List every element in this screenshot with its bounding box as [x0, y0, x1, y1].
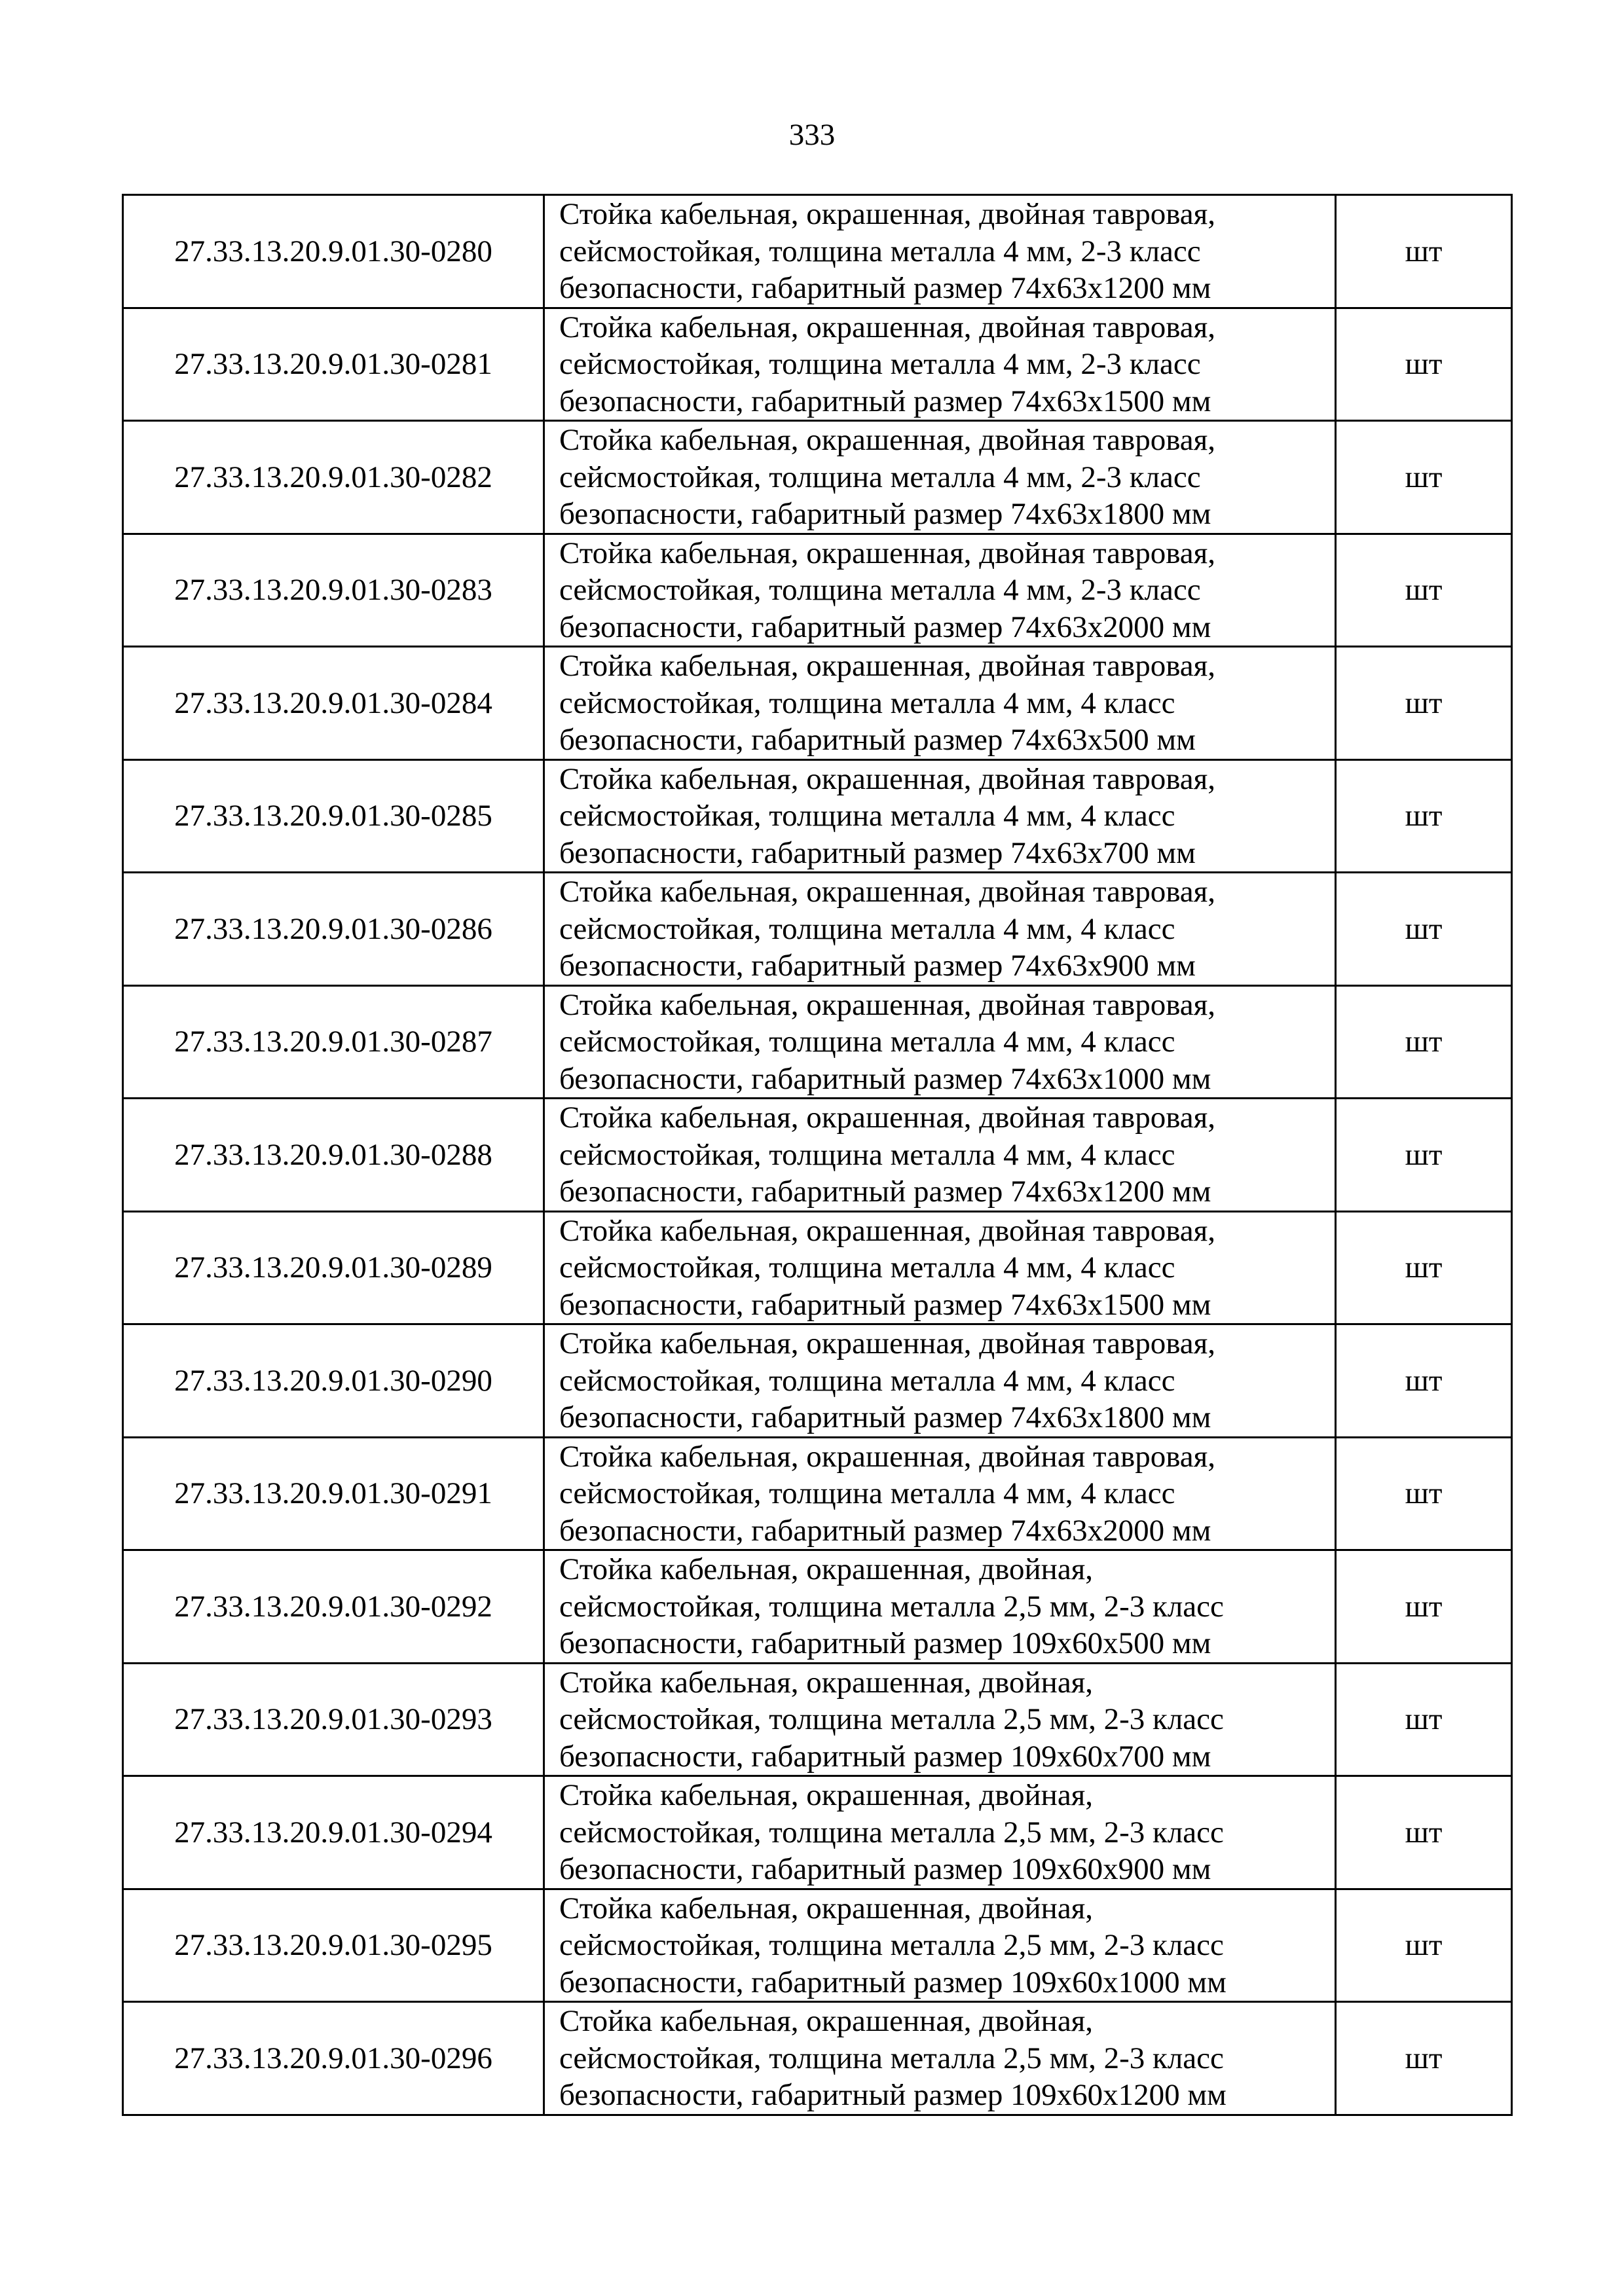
item-unit: шт [1336, 195, 1512, 308]
description-line: безопасности, габаритный размер 74х63х1000 мм [559, 1061, 1211, 1096]
item-code: 27.33.13.20.9.01.30-0294 [123, 1776, 544, 1889]
table-row [123, 195, 1512, 308]
item-unit: шт [1336, 1211, 1512, 1324]
description-line: Стойка кабельная, окрашенная, двойная тавровая, [559, 761, 1216, 796]
table-row [123, 985, 1512, 1099]
description-line: Стойка кабельная, окрашенная, двойная тавровая, [559, 423, 1216, 457]
description-line: сейсмостойкая, толщина металла 4 мм, 4 класс [559, 911, 1175, 946]
item-description [544, 534, 1336, 647]
table-row [123, 873, 1512, 986]
table-row [123, 1776, 1512, 1889]
description-line: безопасности, габаритный размер 109х60х1000 мм [559, 1965, 1227, 1999]
description-line: сейсмостойкая, толщина металла 4 мм, 4 класс [559, 1363, 1175, 1398]
item-unit: шт [1336, 534, 1512, 647]
description-line: безопасности, габаритный размер 109х60х900 мм [559, 1852, 1211, 1886]
table-row [123, 1550, 1512, 1664]
table-row [123, 1663, 1512, 1776]
page-number: 333 [788, 118, 836, 152]
item-description [544, 873, 1336, 986]
table-row [123, 1324, 1512, 1438]
item-unit: шт [1336, 1889, 1512, 2002]
item-description [544, 2002, 1336, 2115]
table-row [123, 759, 1512, 873]
table-row [123, 1437, 1512, 1550]
item-description [544, 1776, 1336, 1889]
description-line: Стойка кабельная, окрашенная, двойная тавровая, [559, 1439, 1216, 1474]
description-line: сейсмостойкая, толщина металла 2,5 мм, 2-3 класс [559, 1928, 1224, 1962]
item-code: 27.33.13.20.9.01.30-0282 [123, 421, 544, 534]
description-line: Стойка кабельная, окрашенная, двойная, [559, 1665, 1094, 1700]
table-row [123, 1889, 1512, 2002]
table-row [123, 421, 1512, 534]
description-line: Стойка кабельная, окрашенная, двойная тавровая, [559, 987, 1216, 1022]
description-line: сейсмостойкая, толщина металла 4 мм, 2-3 класс [559, 347, 1201, 381]
item-description [544, 1099, 1336, 1212]
description-line: сейсмостойкая, толщина металла 4 мм, 2-3 класс [559, 573, 1201, 607]
description-line: безопасности, габаритный размер 109х60х500 мм [559, 1626, 1211, 1660]
item-description [544, 985, 1336, 1099]
description-line: Стойка кабельная, окрашенная, двойная тавровая, [559, 1101, 1216, 1135]
description-line: сейсмостойкая, толщина металла 4 мм, 2-3 класс [559, 234, 1201, 268]
description-line: безопасности, габаритный размер 74х63х2000 мм [559, 1513, 1211, 1548]
description-line: сейсмостойкая, толщина металла 4 мм, 4 класс [559, 1476, 1175, 1510]
item-unit: шт [1336, 873, 1512, 986]
description-line: Стойка кабельная, окрашенная, двойная тавровая, [559, 536, 1216, 570]
description-line: сейсмостойкая, толщина металла 4 мм, 2-3 класс [559, 460, 1201, 494]
description-line: сейсмостойкая, толщина металла 2,5 мм, 2-3 класс [559, 1589, 1224, 1624]
catalog-table-body [123, 195, 1512, 2115]
description-line: сейсмостойкая, толщина металла 4 мм, 4 класс [559, 1137, 1175, 1172]
item-description [544, 1889, 1336, 2002]
description-line: сейсмостойкая, толщина металла 4 мм, 4 класс [559, 1250, 1175, 1285]
description-line: Стойка кабельная, окрашенная, двойная тавровая, [559, 875, 1216, 909]
table-row [123, 534, 1512, 647]
description-line: Стойка кабельная, окрашенная, двойная, [559, 1778, 1094, 1812]
description-line: безопасности, габаритный размер 74х63х2000 мм [559, 610, 1211, 644]
item-description [544, 1324, 1336, 1438]
description-line: Стойка кабельная, окрашенная, двойная, [559, 1891, 1094, 1925]
item-unit: шт [1336, 647, 1512, 760]
item-unit: шт [1336, 421, 1512, 534]
item-code: 27.33.13.20.9.01.30-0296 [123, 2002, 544, 2115]
description-line: безопасности, габаритный размер 74х63х1800 мм [559, 497, 1211, 531]
catalog-table [122, 194, 1513, 2116]
description-line: сейсмостойкая, толщина металла 2,5 мм, 2-3 класс [559, 1702, 1224, 1736]
item-code: 27.33.13.20.9.01.30-0287 [123, 985, 544, 1099]
description-line: сейсмостойкая, толщина металла 2,5 мм, 2-3 класс [559, 2041, 1224, 2075]
item-code: 27.33.13.20.9.01.30-0283 [123, 534, 544, 647]
item-description [544, 1663, 1336, 1776]
table-row [123, 647, 1512, 760]
description-line: Стойка кабельная, окрашенная, двойная, [559, 2004, 1094, 2038]
description-line: безопасности, габаритный размер 74х63х700 мм [559, 835, 1196, 870]
description-line: безопасности, габаритный размер 74х63х1500 мм [559, 384, 1211, 418]
item-unit: шт [1336, 1099, 1512, 1212]
item-unit: шт [1336, 985, 1512, 1099]
item-unit: шт [1336, 1324, 1512, 1438]
item-description [544, 647, 1336, 760]
description-line: сейсмостойкая, толщина металла 4 мм, 4 класс [559, 799, 1175, 833]
table-row [123, 308, 1512, 421]
item-description [544, 308, 1336, 421]
item-code: 27.33.13.20.9.01.30-0285 [123, 759, 544, 873]
description-line: сейсмостойкая, толщина металла 2,5 мм, 2-3 класс [559, 1815, 1224, 1850]
item-description [544, 759, 1336, 873]
description-line: сейсмостойкая, толщина металла 4 мм, 4 класс [559, 685, 1175, 720]
table-row [123, 2002, 1512, 2115]
description-line: безопасности, габаритный размер 74х63х1200 мм [559, 1175, 1211, 1209]
item-description [544, 195, 1336, 308]
item-code: 27.33.13.20.9.01.30-0295 [123, 1889, 544, 2002]
item-code: 27.33.13.20.9.01.30-0290 [123, 1324, 544, 1438]
description-line: Стойка кабельная, окрашенная, двойная тавровая, [559, 649, 1216, 683]
item-unit: шт [1336, 1663, 1512, 1776]
description-line: безопасности, габаритный размер 74х63х500 мм [559, 723, 1196, 757]
item-code: 27.33.13.20.9.01.30-0289 [123, 1211, 544, 1324]
item-code: 27.33.13.20.9.01.30-0281 [123, 308, 544, 421]
item-code: 27.33.13.20.9.01.30-0293 [123, 1663, 544, 1776]
item-code: 27.33.13.20.9.01.30-0288 [123, 1099, 544, 1212]
table-row [123, 1099, 1512, 1212]
item-unit: шт [1336, 2002, 1512, 2115]
item-description [544, 421, 1336, 534]
description-line: Стойка кабельная, окрашенная, двойная тавровая, [559, 197, 1216, 231]
description-line: Стойка кабельная, окрашенная, двойная, [559, 1552, 1094, 1586]
description-line: безопасности, габаритный размер 109х60х1200 мм [559, 2078, 1227, 2112]
table-row [123, 1211, 1512, 1324]
item-unit: шт [1336, 1437, 1512, 1550]
item-unit: шт [1336, 1776, 1512, 1889]
item-code: 27.33.13.20.9.01.30-0292 [123, 1550, 544, 1664]
description-line: безопасности, габаритный размер 74х63х1500 мм [559, 1287, 1211, 1322]
description-line: безопасности, габаритный размер 74х63х1200 мм [559, 271, 1211, 305]
item-unit: шт [1336, 1550, 1512, 1664]
item-code: 27.33.13.20.9.01.30-0286 [123, 873, 544, 986]
description-line: безопасности, габаритный размер 109х60х700 мм [559, 1739, 1211, 1774]
item-code: 27.33.13.20.9.01.30-0291 [123, 1437, 544, 1550]
description-line: сейсмостойкая, толщина металла 4 мм, 4 класс [559, 1025, 1175, 1059]
item-unit: шт [1336, 308, 1512, 421]
item-unit: шт [1336, 759, 1512, 873]
item-description [544, 1211, 1336, 1324]
description-line: Стойка кабельная, окрашенная, двойная тавровая, [559, 1213, 1216, 1248]
description-line: безопасности, габаритный размер 74х63х900 мм [559, 949, 1196, 983]
description-line: Стойка кабельная, окрашенная, двойная тавровая, [559, 1326, 1216, 1360]
item-code: 27.33.13.20.9.01.30-0284 [123, 647, 544, 760]
item-description [544, 1437, 1336, 1550]
description-line: безопасности, габаритный размер 74х63х1800 мм [559, 1400, 1211, 1434]
item-description [544, 1550, 1336, 1664]
description-line: Стойка кабельная, окрашенная, двойная тавровая, [559, 310, 1216, 344]
item-code: 27.33.13.20.9.01.30-0280 [123, 195, 544, 308]
